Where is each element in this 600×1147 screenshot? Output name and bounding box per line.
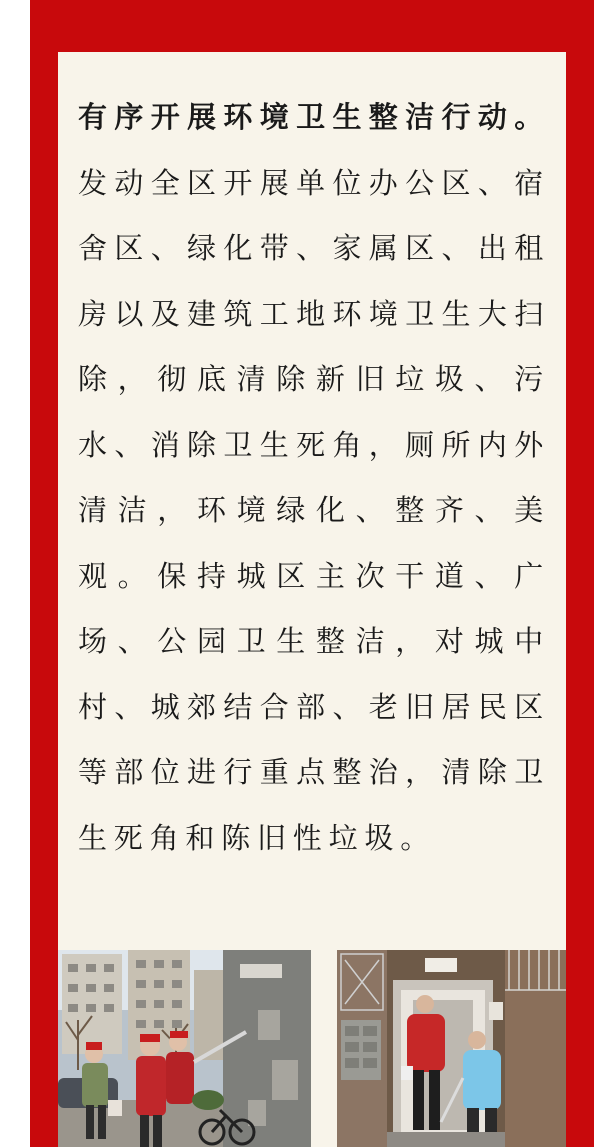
article-lead: 有序开展环境卫生整洁行动。	[78, 100, 550, 134]
article-body: 发动全区开展单位办公区、宿舍区、绿化带、家属区、出租房以及建筑工地环境卫生大扫除，彻底清除新旧垃圾、污水、消除卫生死角，厕所内外清洁，环境绿化、整齐、美观。保持城区主次干道、广场、公园卫生整洁，对城中村、城郊结合部、老旧居民区等部位进行重点整治，清除卫生死角和陈旧性垃圾。	[78, 165, 550, 855]
photo-volunteers-cleaning-wall	[58, 950, 311, 1147]
article-paragraph	[78, 85, 550, 871]
photo-volunteers-cleaning-door	[337, 950, 566, 1147]
